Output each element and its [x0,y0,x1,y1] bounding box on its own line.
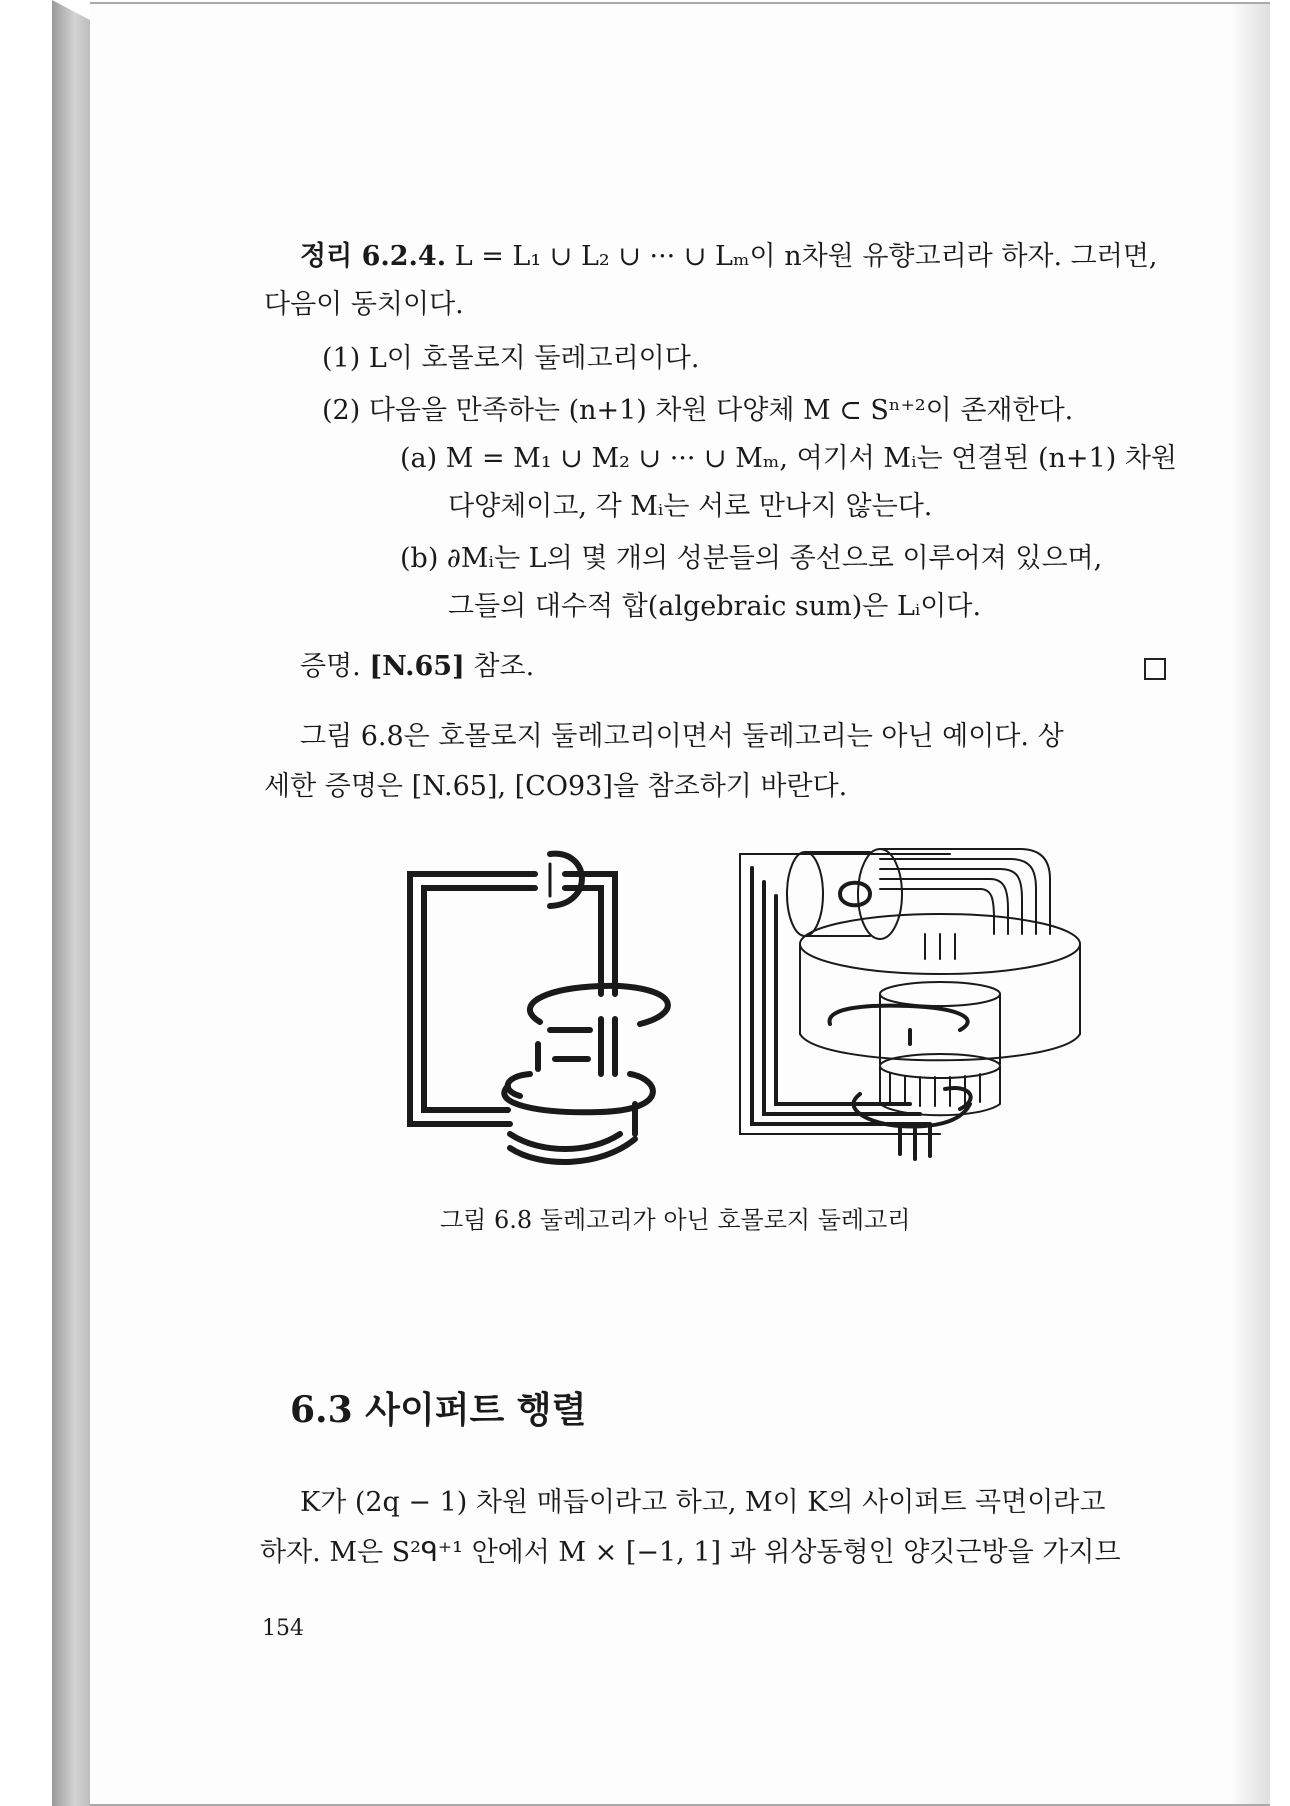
figure-caption: 그림 6.8 둘레고리가 아닌 호몰로지 둘레고리 [440,1206,911,1234]
paragraph-line-1: 그림 6.8은 호몰로지 둘레고리이면서 둘레고리는 아닌 예이다. 상 [300,721,1064,752]
figure-left-link [390,834,750,1174]
figure-right-surface [730,834,1130,1174]
theorem-item-2: (2) 다음을 만족하는 (n+1) 차원 다양체 M ⊂ Sⁿ⁺²이 존재한다. [322,395,1074,426]
qed-box [1144,658,1166,680]
section-line-2: 하자. M은 S²ᑫ⁺¹ 안에서 M × [−1, 1] 과 위상동형인 양깃근방을 가지므 [260,1537,1121,1568]
proof-text: 참조. [473,651,535,682]
theorem-item-b-line-2: 그들의 대수적 합(algebraic sum)은 Lᵢ이다. [448,591,982,622]
page-number: 154 [262,1616,304,1641]
theorem-item-1: (1) L이 호몰로지 둘레고리이다. [322,343,700,374]
proof-line [300,644,534,690]
section-heading: 6.3 사이퍼트 행렬 [290,1389,587,1431]
page-edge-shadow [1230,4,1270,1804]
theorem-item-a-line-2: 다양체이고, 각 Mᵢ는 서로 만나지 않는다. [448,491,933,522]
book-page [90,2,1270,1806]
theorem-label: 정리 6.2.4. [300,241,447,272]
section-line-1: K가 (2q − 1) 차원 매듭이라고 하고, M이 K의 사이퍼트 곡면이라고 [300,1487,1106,1518]
paragraph-line-2: 세한 증명은 [N.65], [CO93]을 참조하기 바란다. [264,771,848,802]
proof-ref: [N.65] [369,651,465,682]
theorem-item-a-line-1: (a) M = M₁ ∪ M₂ ∪ ··· ∪ Mₘ, 여기서 Mᵢ는 연결된 (n+1) 차원 [400,443,1178,474]
proof-label: 증명. [300,651,361,682]
theorem-line-2: 다음이 동치이다. [264,289,464,320]
book-spine [52,0,90,1806]
theorem-line-1 [300,234,1158,280]
theorem-statement: L = L₁ ∪ L₂ ∪ ··· ∪ Lₘ이 n차원 유향고리라 하자. 그러면, [454,241,1158,272]
theorem-item-b-line-1: (b) ∂Mᵢ는 L의 몇 개의 성분들의 종선으로 이루어져 있으며, [400,543,1103,574]
spine-corner [52,0,90,20]
